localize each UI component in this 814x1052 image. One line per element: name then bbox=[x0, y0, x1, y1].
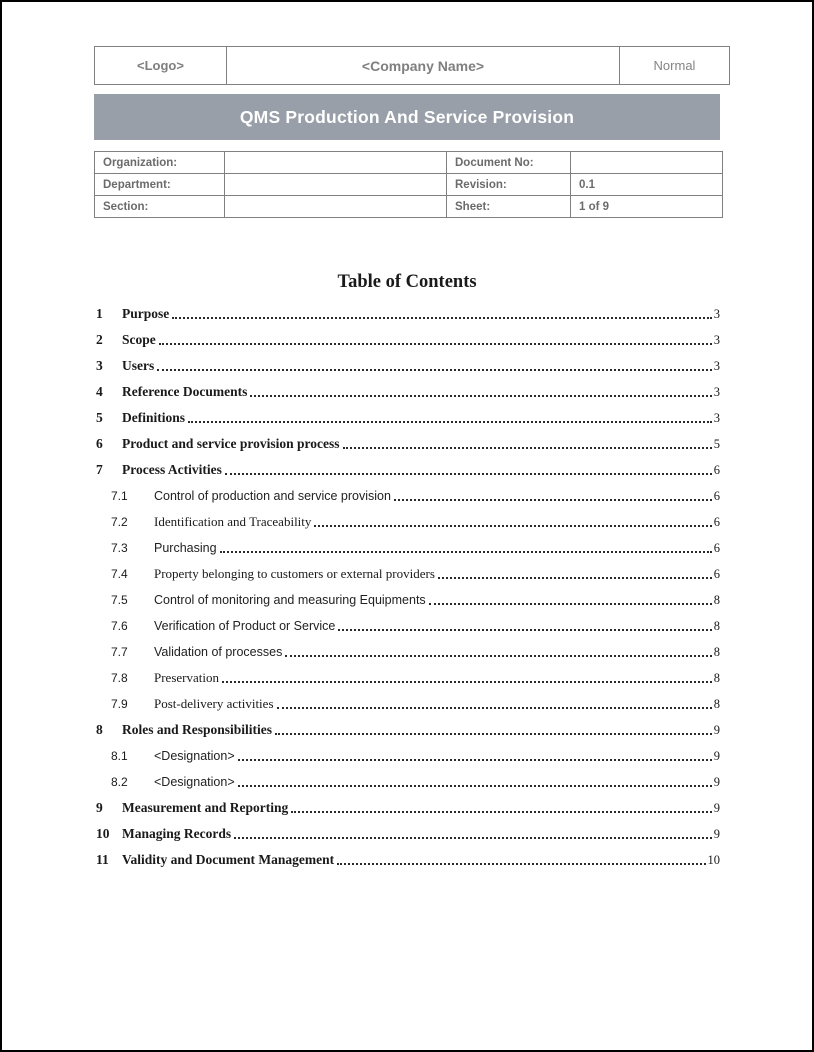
revision-label: Revision: bbox=[447, 174, 571, 196]
toc-entry-title: Validity and Document Management bbox=[122, 851, 335, 867]
toc-entry[interactable] bbox=[94, 792, 720, 818]
toc-entry-number: 7.3 bbox=[111, 541, 128, 556]
toc-title: Table of Contents bbox=[337, 272, 477, 292]
toc-entry-page: 9 bbox=[713, 748, 720, 763]
toc-entry-number: 3 bbox=[96, 357, 103, 373]
toc-dot-leader bbox=[429, 603, 712, 605]
toc-entry[interactable] bbox=[94, 688, 720, 714]
toc-entry-title: Purpose bbox=[122, 305, 170, 321]
toc-dot-leader bbox=[343, 447, 712, 449]
toc-dot-leader bbox=[172, 317, 712, 319]
toc-entry-title: Definitions bbox=[122, 409, 186, 425]
toc-entry[interactable] bbox=[94, 558, 720, 584]
toc-entry-number: 7.2 bbox=[111, 515, 128, 530]
toc-entry-page: 6 bbox=[713, 514, 720, 529]
toc-entry-title: <Designation> bbox=[154, 748, 235, 763]
document-title: QMS Production And Service Provision bbox=[239, 106, 575, 127]
toc-dot-leader bbox=[291, 811, 712, 813]
toc-entry[interactable] bbox=[94, 376, 720, 402]
toc-dot-leader bbox=[394, 499, 712, 501]
toc-list bbox=[94, 298, 720, 870]
toc-entry-page: 6 bbox=[713, 566, 720, 581]
toc-entry-title: Managing Records bbox=[122, 825, 232, 841]
toc-entry-page: 6 bbox=[713, 540, 720, 555]
toc-entry-page: 3 bbox=[713, 410, 720, 425]
organization-label: Organization: bbox=[95, 152, 225, 174]
toc-entry-page: 6 bbox=[713, 462, 720, 477]
toc-entry-page: 9 bbox=[713, 826, 720, 841]
toc-dot-leader bbox=[438, 577, 712, 579]
toc-dot-leader bbox=[222, 681, 712, 683]
toc-entry-title: Control of production and service provision bbox=[154, 488, 391, 503]
toc-entry-title: Product and service provision process bbox=[122, 435, 340, 451]
toc-entry-number: 8 bbox=[96, 721, 103, 737]
toc-entry-number: 7.9 bbox=[111, 697, 128, 712]
toc-entry-page: 8 bbox=[713, 592, 720, 607]
toc-entry-page: 3 bbox=[713, 384, 720, 399]
document-meta-table bbox=[94, 151, 723, 218]
toc-entry-title: Post-delivery activities bbox=[154, 696, 274, 712]
toc-entry-number: 10 bbox=[96, 825, 110, 841]
department-label: Department: bbox=[95, 174, 225, 196]
toc-entry[interactable] bbox=[94, 740, 720, 766]
toc-entry-number: 1 bbox=[96, 305, 103, 321]
toc-entry[interactable] bbox=[94, 818, 720, 844]
toc-entry-page: 9 bbox=[713, 722, 720, 737]
toc-entry-page: 9 bbox=[713, 800, 720, 815]
toc-dot-leader bbox=[225, 473, 712, 475]
toc-entry-title: Reference Documents bbox=[122, 383, 248, 399]
toc-entry-number: 5 bbox=[96, 409, 103, 425]
toc-entry[interactable] bbox=[94, 636, 720, 662]
toc-entry-title: Process Activities bbox=[122, 461, 222, 477]
toc-entry[interactable] bbox=[94, 844, 720, 870]
toc-entry-page: 3 bbox=[713, 358, 720, 373]
sheet-label: Sheet: bbox=[447, 196, 571, 218]
toc-entry-title: Users bbox=[122, 357, 155, 373]
document-title-banner bbox=[94, 94, 720, 140]
toc-entry-number: 11 bbox=[96, 851, 109, 867]
toc-dot-leader bbox=[337, 863, 705, 865]
toc-entry-number: 7 bbox=[96, 461, 103, 477]
toc-entry-title: Preservation bbox=[154, 670, 219, 686]
toc-entry[interactable] bbox=[94, 298, 720, 324]
toc-entry-number: 7.8 bbox=[111, 671, 128, 686]
toc-dot-leader bbox=[338, 629, 711, 631]
section-label: Section: bbox=[95, 196, 225, 218]
toc-entry[interactable] bbox=[94, 428, 720, 454]
toc-entry-page: 8 bbox=[713, 644, 720, 659]
toc-dot-leader bbox=[159, 343, 712, 345]
logo-placeholder: <Logo> bbox=[95, 47, 227, 85]
toc-dot-leader bbox=[238, 785, 712, 787]
toc-entry[interactable] bbox=[94, 454, 720, 480]
toc-dot-leader bbox=[157, 369, 712, 371]
toc-entry-number: 7.1 bbox=[111, 489, 128, 504]
toc-entry-title: Roles and Responsibilities bbox=[122, 721, 273, 737]
toc-entry[interactable] bbox=[94, 350, 720, 376]
meta-row bbox=[95, 152, 723, 174]
toc-entry[interactable] bbox=[94, 506, 720, 532]
toc-entry-title: Control of monitoring and measuring Equipments bbox=[154, 592, 426, 607]
toc-dot-leader bbox=[277, 707, 712, 709]
toc-dot-leader bbox=[188, 421, 712, 423]
toc-dot-leader bbox=[275, 733, 712, 735]
toc-entry-number: 7.6 bbox=[111, 619, 128, 634]
toc-entry-title: Identification and Traceability bbox=[154, 514, 312, 530]
toc-entry[interactable] bbox=[94, 714, 720, 740]
toc-entry-number: 8.1 bbox=[111, 749, 128, 764]
toc-entry-page: 5 bbox=[713, 436, 720, 451]
toc-entry-number: 9 bbox=[96, 799, 103, 815]
toc-entry-page: 8 bbox=[713, 696, 720, 711]
revision-value: 0.1 bbox=[571, 174, 723, 196]
meta-row bbox=[95, 196, 723, 218]
meta-row bbox=[95, 174, 723, 196]
toc-entry-number: 7.7 bbox=[111, 645, 128, 660]
toc-entry-page: 10 bbox=[707, 852, 720, 867]
toc-dot-leader bbox=[220, 551, 712, 553]
section-value bbox=[225, 196, 447, 218]
toc-entry-page: 8 bbox=[713, 670, 720, 685]
toc-entry-page: 6 bbox=[713, 488, 720, 503]
toc-dot-leader bbox=[314, 525, 711, 527]
toc-entry[interactable] bbox=[94, 532, 720, 558]
toc-entry[interactable] bbox=[94, 324, 720, 350]
organization-value bbox=[225, 152, 447, 174]
toc-entry-number: 6 bbox=[96, 435, 103, 451]
toc-entry[interactable] bbox=[94, 480, 720, 506]
toc-entry-title: Validation of processes bbox=[154, 644, 283, 659]
toc-entry-title: Verification of Product or Service bbox=[154, 618, 336, 633]
toc-entry-page: 3 bbox=[713, 306, 720, 321]
toc-entry[interactable] bbox=[94, 662, 720, 688]
toc-entry[interactable] bbox=[94, 610, 720, 636]
document-no-value bbox=[571, 152, 723, 174]
toc-entry[interactable] bbox=[94, 402, 720, 428]
toc-entry-page: 9 bbox=[713, 774, 720, 789]
toc-dot-leader bbox=[285, 655, 711, 657]
toc-entry-page: 3 bbox=[713, 332, 720, 347]
toc-dot-leader bbox=[234, 837, 712, 839]
department-value bbox=[225, 174, 447, 196]
page-content bbox=[94, 46, 720, 870]
sheet-value: 1 of 9 bbox=[571, 196, 723, 218]
toc-entry-title: Measurement and Reporting bbox=[122, 799, 289, 815]
toc-entry-title: Scope bbox=[122, 331, 156, 347]
toc-entry-number: 4 bbox=[96, 383, 103, 399]
toc-entry-number: 2 bbox=[96, 331, 103, 347]
toc-entry-title: Purchasing bbox=[154, 540, 217, 555]
toc-entry[interactable] bbox=[94, 766, 720, 792]
company-name-placeholder: <Company Name> bbox=[227, 47, 620, 85]
toc-dot-leader bbox=[250, 395, 711, 397]
toc-entry-page: 8 bbox=[713, 618, 720, 633]
toc-entry-title: Property belonging to customers or external providers bbox=[154, 566, 435, 582]
header-row bbox=[95, 47, 730, 85]
toc-entry-title: <Designation> bbox=[154, 774, 235, 789]
toc-entry-number: 7.4 bbox=[111, 567, 128, 582]
toc-entry-number: 8.2 bbox=[111, 775, 128, 790]
toc-entry[interactable] bbox=[94, 584, 720, 610]
document-no-label: Document No: bbox=[447, 152, 571, 174]
classification-label: Normal bbox=[620, 47, 730, 85]
document-header-table bbox=[94, 46, 730, 85]
toc-entry-number: 7.5 bbox=[111, 593, 128, 608]
toc-dot-leader bbox=[238, 759, 712, 761]
